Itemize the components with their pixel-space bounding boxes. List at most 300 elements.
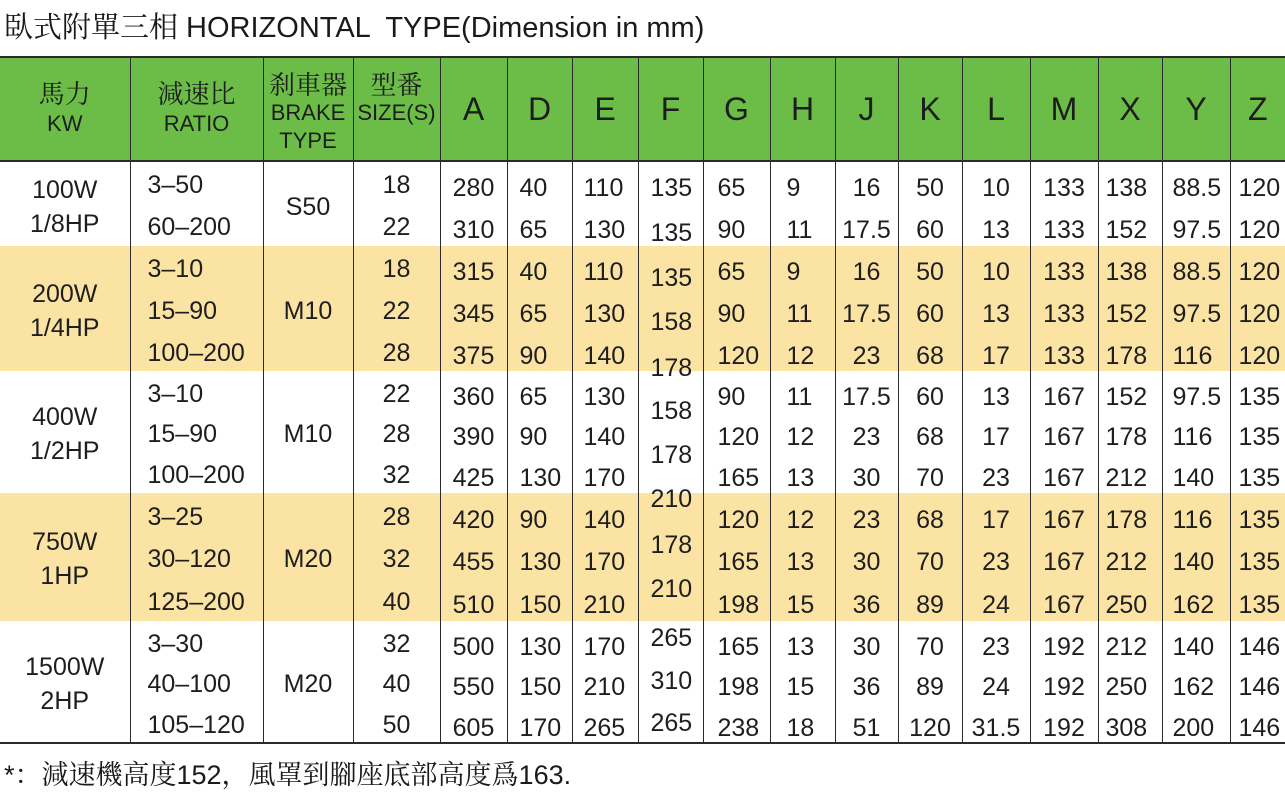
header-dim-h: H: [770, 57, 835, 161]
dim-g-value: 120: [717, 341, 760, 370]
dim-k-value: 50: [916, 258, 944, 287]
dim-f-value: 265: [650, 708, 693, 737]
power-cell: [0, 371, 130, 493]
dim-l-cell: [962, 621, 1030, 662]
brake-cell: M10: [263, 371, 353, 493]
dim-k-cell: [898, 204, 962, 247]
dim-l-cell: [962, 246, 1030, 288]
dim-z-value: 146: [1238, 673, 1281, 702]
header-dim-k: K: [898, 57, 962, 161]
dim-k-value: 89: [916, 591, 944, 620]
dim-d-value: 65: [519, 299, 548, 328]
dim-e-cell: [572, 161, 638, 204]
dim-x-value: 178: [1105, 505, 1148, 534]
dim-a-value: 360: [452, 382, 495, 411]
dim-j-value: 30: [852, 548, 881, 577]
dim-e-cell: [572, 329, 638, 371]
dim-a-cell: [440, 493, 507, 536]
dim-f-value: 135: [650, 174, 693, 203]
dim-g-cell: [703, 329, 770, 371]
dim-e-value: 130: [583, 299, 626, 328]
dim-h-cell: [770, 246, 835, 288]
dim-m-value: 192: [1043, 673, 1085, 702]
dim-z-cell: [1230, 288, 1285, 330]
header-dim-x: X: [1098, 57, 1162, 161]
dim-h-value: 12: [786, 505, 815, 534]
dim-f-value: 135: [650, 264, 693, 293]
dim-y-cell: [1162, 204, 1230, 247]
dim-k-value: 60: [916, 382, 944, 411]
size-cell: 28: [353, 329, 440, 371]
dim-m-value: 133: [1043, 341, 1085, 370]
dim-d-value: 90: [519, 341, 548, 370]
header-row: [0, 57, 1285, 161]
dim-y-value: 97.5: [1172, 216, 1222, 245]
dim-l-cell: [962, 161, 1030, 204]
dim-e-cell: [572, 702, 638, 743]
dim-g-cell: [703, 536, 770, 579]
dim-x-cell: [1098, 246, 1162, 288]
dim-j-cell: [835, 329, 898, 371]
dim-h-value: 13: [786, 548, 815, 577]
dim-y-cell: [1162, 493, 1230, 536]
brake-cell: M20: [263, 621, 353, 743]
dim-k-cell: [898, 288, 962, 330]
dim-d-value: 130: [519, 548, 562, 577]
dim-e-value: 130: [583, 216, 626, 245]
dim-f-value: 135: [650, 219, 693, 248]
dim-l-value: 23: [982, 548, 1010, 577]
dim-x-cell: [1098, 452, 1162, 493]
dim-j-value: 30: [852, 632, 881, 661]
brake-cell: M10: [263, 246, 353, 371]
dim-m-cell: [1030, 452, 1098, 493]
dim-x-value: 138: [1105, 258, 1148, 287]
header-dim-j: J: [835, 57, 898, 161]
dim-k-cell: [898, 412, 962, 453]
dim-j-value: 16: [852, 174, 881, 203]
ratio-cell: 100–200: [130, 452, 263, 493]
dim-x-value: 152: [1105, 382, 1148, 411]
size-cell: 18: [353, 161, 440, 204]
dim-k-cell: [898, 452, 962, 493]
dim-x-cell: [1098, 288, 1162, 330]
dim-l-value: 24: [982, 673, 1010, 702]
size-cell: 32: [353, 452, 440, 493]
dim-l-value: 24: [982, 591, 1010, 620]
dim-x-value: 250: [1105, 673, 1148, 702]
dim-k-cell: [898, 702, 962, 743]
dim-z-cell: [1230, 246, 1285, 288]
dim-m-cell: [1030, 371, 1098, 412]
dim-a-cell: [440, 204, 507, 247]
table-row: [0, 246, 1285, 288]
dim-l-cell: [962, 412, 1030, 453]
dim-a-value: 375: [452, 341, 495, 370]
dim-d-cell: [507, 288, 572, 330]
dim-y-value: 162: [1172, 673, 1215, 702]
dim-g-cell: [703, 371, 770, 412]
dim-l-value: 23: [982, 632, 1010, 661]
ratio-cell: 100–200: [130, 329, 263, 371]
table-body: [0, 161, 1285, 743]
dim-f-cell: [638, 246, 703, 293]
dim-m-cell: [1030, 412, 1098, 453]
power-watts: 400W: [32, 403, 98, 432]
dim-y-cell: [1162, 452, 1230, 493]
dim-k-cell: [898, 536, 962, 579]
dim-l-value: 13: [982, 382, 1010, 411]
dim-k-cell: [898, 662, 962, 703]
table-row: [0, 288, 1285, 330]
power-cell: [0, 161, 130, 246]
dim-d-value: 150: [519, 673, 562, 702]
dim-d-value: 170: [519, 713, 562, 742]
dim-g-cell: [703, 702, 770, 743]
dim-m-cell: [1030, 329, 1098, 371]
dim-m-value: 133: [1043, 299, 1085, 328]
size-cell: 18: [353, 246, 440, 288]
footnote: *：減速機高度152，風罩到腳座底部高度爲163.: [4, 759, 572, 790]
dim-x-cell: [1098, 621, 1162, 662]
dim-y-value: 88.5: [1172, 258, 1222, 287]
dim-j-value: 23: [852, 423, 881, 452]
dim-m-value: 167: [1043, 423, 1085, 452]
dim-z-value: 146: [1238, 713, 1281, 742]
dim-g-value: 165: [717, 464, 760, 493]
dim-h-value: 15: [786, 591, 815, 620]
power-watts: 750W: [32, 528, 98, 557]
dim-y-value: 140: [1172, 632, 1215, 661]
dim-j-cell: [835, 371, 898, 412]
dim-g-cell: [703, 662, 770, 703]
dim-x-cell: [1098, 536, 1162, 579]
table-row: [0, 412, 1285, 453]
dim-l-cell: [962, 288, 1030, 330]
power-hp: 1/4HP: [30, 313, 100, 342]
dim-k-value: 68: [916, 341, 944, 370]
dim-k-value: 89: [916, 673, 944, 702]
dim-e-cell: [572, 578, 638, 621]
dim-g-cell: [703, 493, 770, 536]
dim-x-value: 152: [1105, 216, 1148, 245]
dim-f-cell: [638, 161, 703, 204]
dim-g-value: 90: [717, 382, 746, 411]
dim-y-cell: [1162, 536, 1230, 579]
dim-j-cell: [835, 412, 898, 453]
dim-z-cell: [1230, 204, 1285, 247]
dim-d-cell: [507, 536, 572, 579]
dim-z-cell: [1230, 578, 1285, 621]
dim-e-value: 170: [583, 548, 626, 577]
dim-j-cell: [835, 452, 898, 493]
dim-d-value: 130: [519, 632, 562, 661]
dim-l-value: 10: [982, 258, 1010, 287]
dim-k-cell: [898, 493, 962, 536]
dim-z-cell: [1230, 536, 1285, 579]
dim-j-cell: [835, 536, 898, 579]
dim-m-cell: [1030, 536, 1098, 579]
dim-y-cell: [1162, 412, 1230, 453]
dim-g-value: 120: [717, 505, 760, 534]
dim-a-cell: [440, 452, 507, 493]
dim-y-cell: [1162, 621, 1230, 662]
dim-y-cell: [1162, 161, 1230, 204]
dim-x-value: 212: [1105, 548, 1148, 577]
header-brake-en-type: TYPE: [279, 128, 337, 153]
dim-h-value: 18: [786, 713, 815, 742]
dim-m-cell: [1030, 578, 1098, 621]
dim-y-cell: [1162, 246, 1230, 288]
dim-h-cell: [770, 493, 835, 536]
dim-y-cell: [1162, 702, 1230, 743]
dim-d-cell: [507, 493, 572, 536]
dim-z-cell: [1230, 452, 1285, 493]
dim-f-value: 210: [650, 485, 693, 514]
dim-z-value: 135: [1238, 591, 1281, 620]
dim-d-value: 130: [519, 464, 562, 493]
dim-j-value: 17.5: [842, 299, 891, 328]
dim-y-value: 116: [1172, 505, 1213, 534]
dim-m-value: 192: [1043, 632, 1085, 661]
dim-f-value: 178: [650, 353, 693, 382]
dim-d-cell: [507, 662, 572, 703]
dim-x-value: 152: [1105, 299, 1148, 328]
dim-e-value: 140: [583, 341, 626, 370]
dim-x-cell: [1098, 204, 1162, 247]
size-cell: 22: [353, 288, 440, 330]
dim-x-value: 308: [1105, 713, 1148, 742]
dim-z-cell: [1230, 621, 1285, 662]
dim-f-value: 158: [650, 396, 693, 425]
dim-z-value: 120: [1238, 258, 1281, 287]
dim-d-cell: [507, 452, 572, 493]
dim-y-value: 116: [1172, 341, 1213, 370]
dim-x-cell: [1098, 371, 1162, 412]
dim-l-value: 10: [982, 174, 1010, 203]
dim-z-value: 146: [1238, 632, 1281, 661]
ratio-cell: 3–50: [130, 161, 263, 204]
table-row: [0, 371, 1285, 412]
dim-h-cell: [770, 662, 835, 703]
header-dim-e: E: [572, 57, 638, 161]
dim-g-cell: [703, 452, 770, 493]
dim-a-value: 510: [452, 591, 495, 620]
dim-l-cell: [962, 329, 1030, 371]
dim-a-value: 550: [452, 673, 495, 702]
header-brake-cn: 刹車器: [268, 70, 347, 100]
dim-g-value: 65: [717, 258, 746, 287]
dim-z-cell: [1230, 329, 1285, 371]
dim-l-cell: [962, 536, 1030, 579]
header-size-en: SIZE(S): [357, 100, 436, 125]
dim-g-value: 165: [717, 632, 760, 661]
dim-g-value: 165: [717, 548, 760, 577]
dim-j-value: 30: [852, 464, 881, 493]
ratio-cell: 60–200: [130, 204, 263, 247]
size-cell: 40: [353, 662, 440, 703]
dim-j-cell: [835, 161, 898, 204]
dim-d-cell: [507, 329, 572, 371]
table-row: [0, 662, 1285, 703]
dim-l-cell: [962, 204, 1030, 247]
dim-x-cell: [1098, 493, 1162, 536]
header-dim-m: M: [1030, 57, 1098, 161]
size-cell: 40: [353, 578, 440, 621]
dim-h-cell: [770, 621, 835, 662]
dim-a-value: 310: [452, 216, 495, 245]
header-ratio: [130, 57, 263, 161]
dim-d-cell: [507, 578, 572, 621]
table-row: [0, 452, 1285, 493]
dim-x-value: 212: [1105, 632, 1148, 661]
dim-g-cell: [703, 246, 770, 288]
header-dim-d: D: [507, 57, 572, 161]
power-cell: [0, 246, 130, 371]
header-dim-y: Y: [1162, 57, 1230, 161]
dim-a-cell: [440, 662, 507, 703]
dim-j-cell: [835, 578, 898, 621]
ratio-cell: 3–10: [130, 371, 263, 412]
dim-x-cell: [1098, 578, 1162, 621]
dim-h-cell: [770, 288, 835, 330]
dim-d-value: 65: [519, 382, 548, 411]
dim-j-cell: [835, 246, 898, 288]
dim-x-cell: [1098, 662, 1162, 703]
header-size: [353, 57, 440, 161]
dim-x-cell: [1098, 412, 1162, 453]
dim-g-value: 238: [717, 713, 760, 742]
dim-x-value: 138: [1105, 174, 1148, 203]
dim-f-cell: [638, 662, 703, 703]
dim-e-cell: [572, 204, 638, 247]
dim-m-value: 192: [1043, 713, 1085, 742]
dim-l-cell: [962, 702, 1030, 743]
dim-m-cell: [1030, 161, 1098, 204]
dim-f-value: 178: [650, 441, 693, 470]
dim-z-value: 120: [1238, 299, 1281, 328]
dim-d-cell: [507, 702, 572, 743]
header-power: [0, 57, 130, 161]
dim-x-cell: [1098, 702, 1162, 743]
ratio-cell: 40–100: [130, 662, 263, 703]
power-hp: 1/8HP: [30, 209, 100, 238]
dim-m-value: 133: [1043, 258, 1085, 287]
dim-g-cell: [703, 161, 770, 204]
dim-e-value: 110: [583, 174, 624, 203]
dim-k-cell: [898, 246, 962, 288]
dim-l-cell: [962, 452, 1030, 493]
dim-h-cell: [770, 161, 835, 204]
dim-a-cell: [440, 329, 507, 371]
dim-k-cell: [898, 578, 962, 621]
power-hp: 2HP: [40, 686, 90, 715]
table-row: [0, 493, 1285, 536]
dim-h-cell: [770, 204, 835, 247]
dim-l-value: 13: [982, 216, 1010, 245]
dim-x-value: 178: [1105, 341, 1148, 370]
dim-g-value: 90: [717, 299, 746, 328]
header-brake-en: BRAKE: [270, 100, 346, 125]
dim-j-cell: [835, 621, 898, 662]
dim-h-cell: [770, 578, 835, 621]
dim-g-value: 65: [717, 174, 746, 203]
dim-m-cell: [1030, 493, 1098, 536]
dim-e-value: 265: [583, 713, 626, 742]
dim-j-value: 17.5: [842, 216, 891, 245]
dim-d-cell: [507, 621, 572, 662]
dim-z-cell: [1230, 161, 1285, 204]
dim-h-cell: [770, 702, 835, 743]
dimension-table: [0, 56, 1285, 744]
table-row: [0, 204, 1285, 247]
dim-a-value: 605: [452, 713, 495, 742]
header-dim-a: A: [440, 57, 507, 161]
dim-j-value: 16: [852, 258, 881, 287]
dim-d-value: 90: [519, 423, 548, 452]
dim-h-value: 9: [786, 174, 801, 203]
dim-m-cell: [1030, 621, 1098, 662]
ratio-cell: 3–30: [130, 621, 263, 662]
dim-a-cell: [440, 536, 507, 579]
dim-d-value: 65: [519, 216, 548, 245]
dim-m-value: 167: [1043, 548, 1085, 577]
dim-k-value: 68: [916, 423, 944, 452]
dim-l-value: 31.5: [971, 713, 1021, 742]
dim-d-value: 150: [519, 591, 562, 620]
dim-j-cell: [835, 288, 898, 330]
dim-k-value: 50: [916, 174, 944, 203]
header-ratio-en: RATIO: [163, 111, 230, 136]
dim-f-cell: [638, 288, 703, 336]
size-cell: 22: [353, 204, 440, 247]
dim-e-value: 130: [583, 382, 626, 411]
dim-j-value: 23: [852, 505, 881, 534]
dim-y-cell: [1162, 662, 1230, 703]
dim-f-value: 158: [650, 307, 693, 336]
dim-g-cell: [703, 621, 770, 662]
dim-f-cell: [638, 621, 703, 662]
dim-m-value: 167: [1043, 382, 1085, 411]
dim-f-cell: [638, 702, 703, 743]
table-row: [0, 536, 1285, 579]
dim-h-cell: [770, 371, 835, 412]
dim-m-cell: [1030, 204, 1098, 247]
dim-z-cell: [1230, 702, 1285, 743]
dim-d-value: 90: [519, 505, 548, 534]
dim-a-value: 390: [452, 423, 495, 452]
dim-j-value: 51: [852, 713, 881, 742]
dim-l-cell: [962, 493, 1030, 536]
dim-h-value: 13: [786, 632, 815, 661]
dim-a-value: 315: [452, 258, 495, 287]
dim-a-cell: [440, 161, 507, 204]
dim-e-cell: [572, 246, 638, 288]
size-cell: 28: [353, 493, 440, 536]
header-dim-z: Z: [1230, 57, 1285, 161]
power-cell: [0, 621, 130, 743]
dim-z-cell: [1230, 412, 1285, 453]
dim-g-cell: [703, 578, 770, 621]
table-row: [0, 621, 1285, 662]
dim-e-value: 140: [583, 505, 626, 534]
header-dim-f: F: [638, 57, 703, 161]
dim-m-value: 167: [1043, 591, 1085, 620]
dim-k-value: 70: [916, 464, 944, 493]
dim-m-cell: [1030, 702, 1098, 743]
brake-cell: M20: [263, 493, 353, 621]
dim-e-value: 170: [583, 464, 626, 493]
